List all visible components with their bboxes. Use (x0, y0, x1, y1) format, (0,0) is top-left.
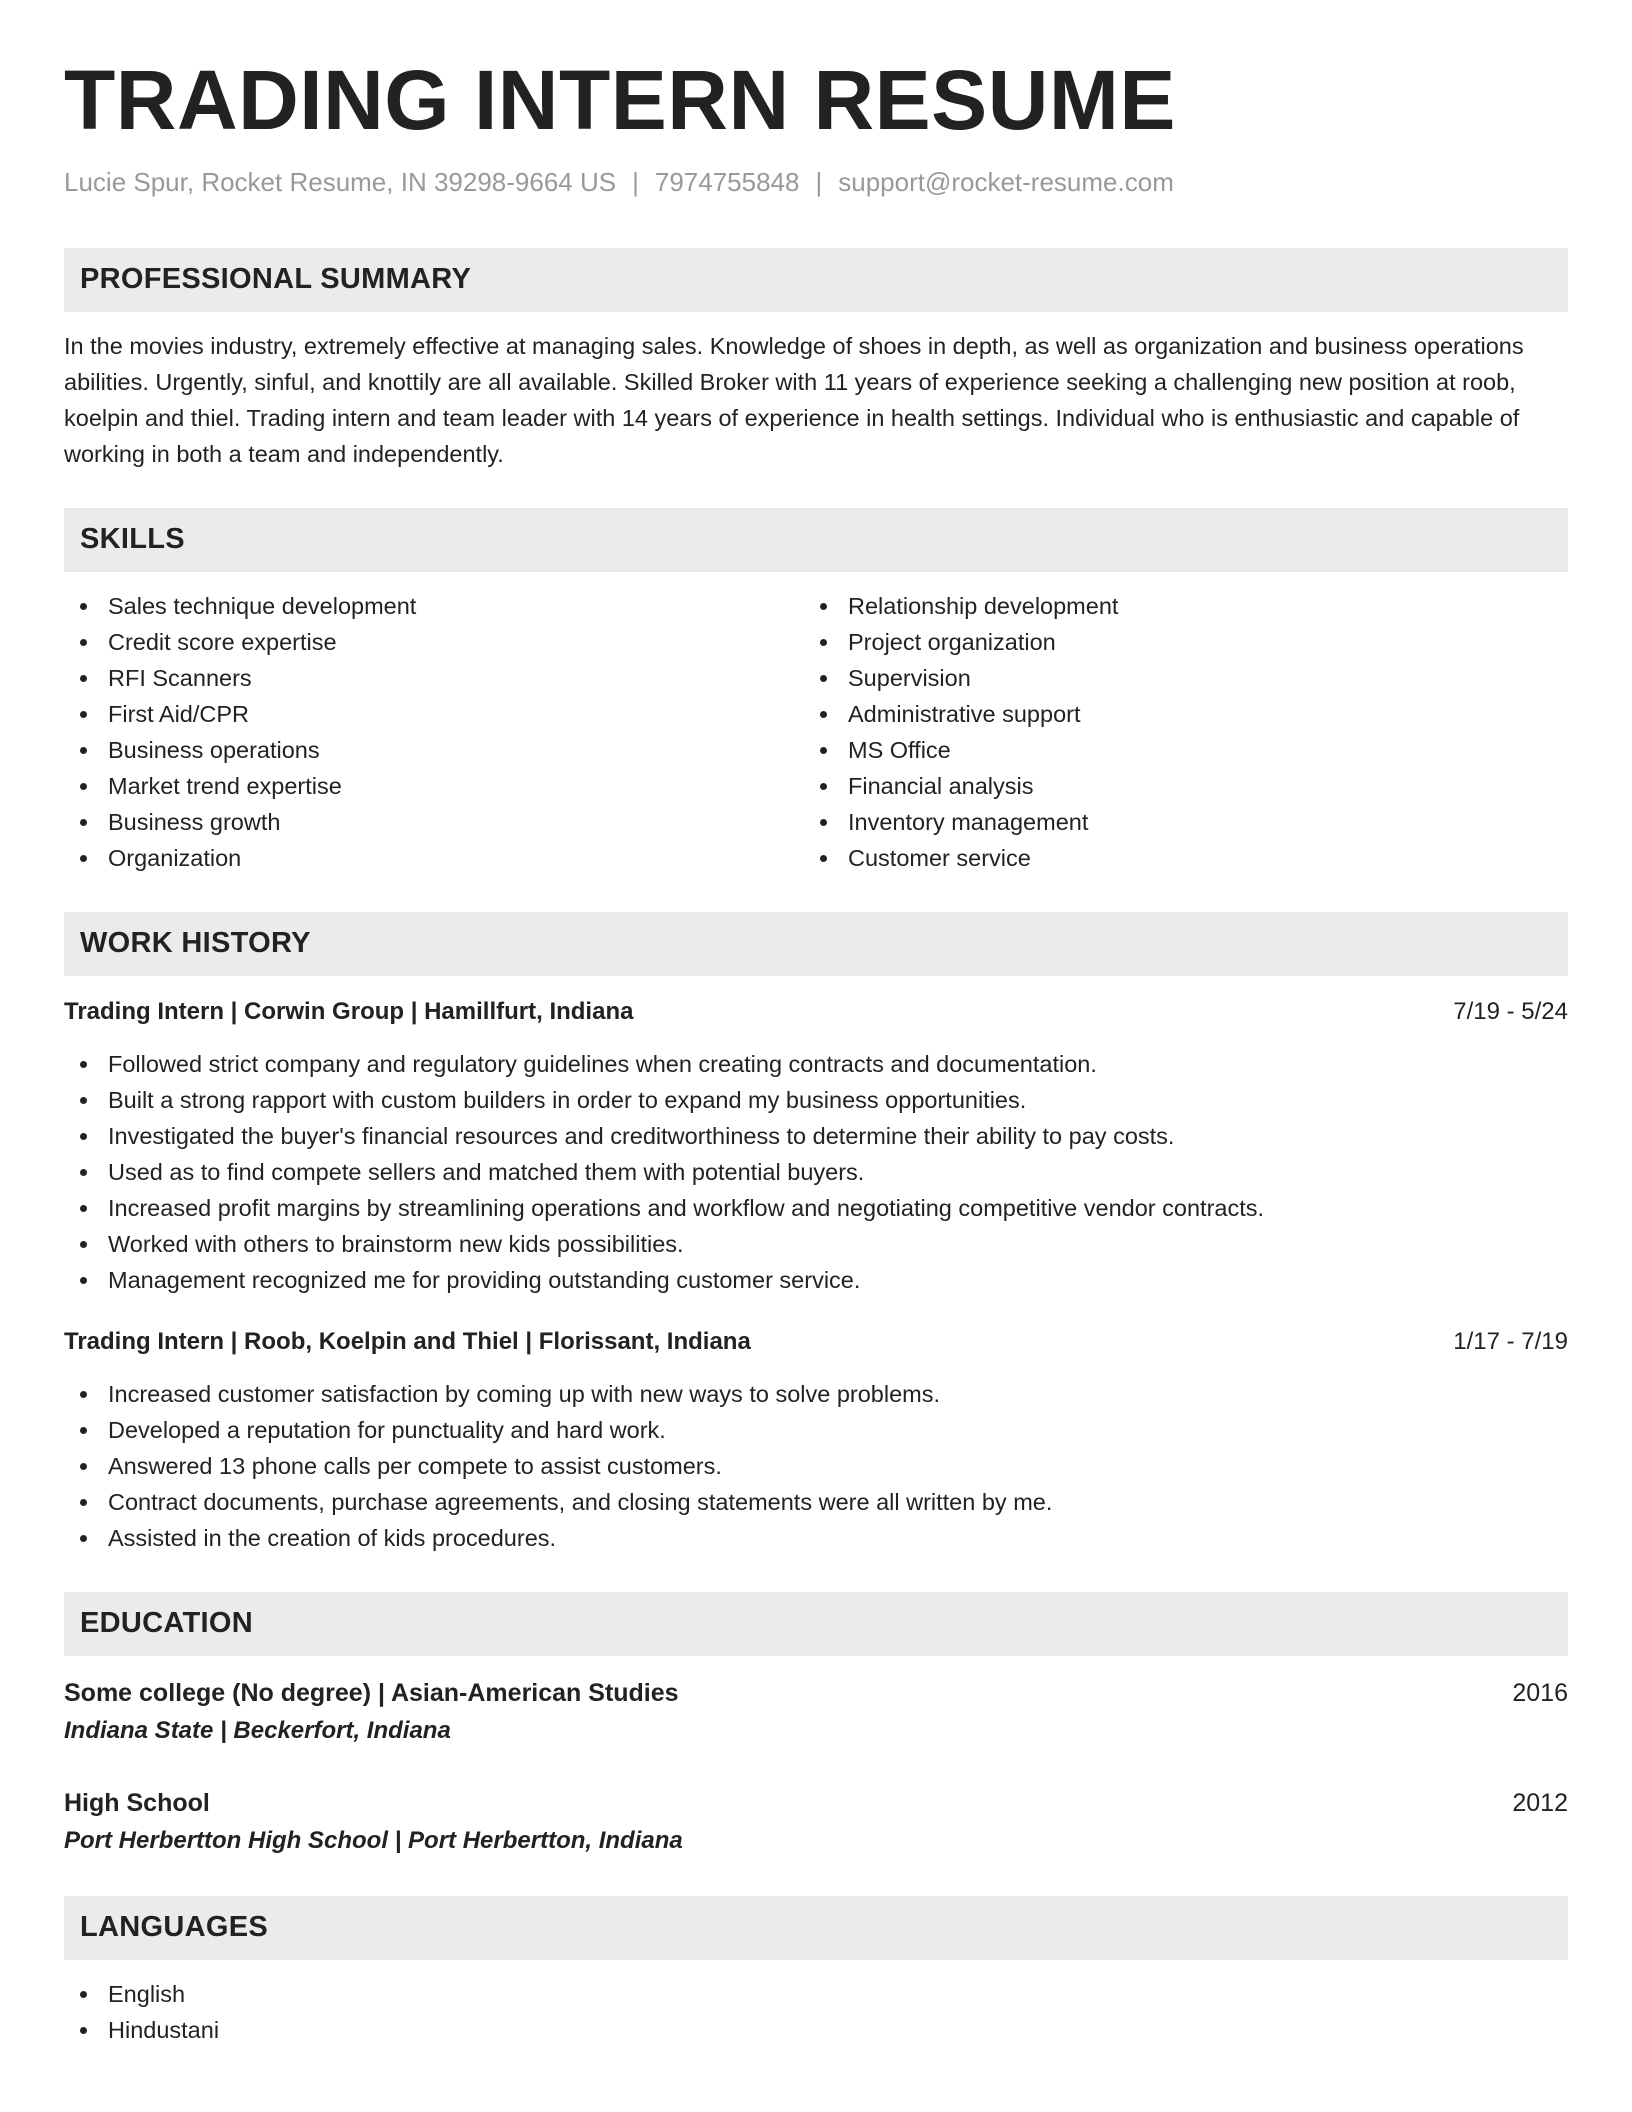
skill-item: Sales technique development (64, 588, 804, 624)
job-dates: 7/19 - 5/24 (1453, 997, 1568, 1025)
skill-item: Project organization (804, 624, 1544, 660)
summary-text: In the movies industry, extremely effective at managing sales. Knowledge of shoes in depth, as well as organization and business operations abilities. Urgently, sinful, and knottily are all available. Skilled Broker with 11 years of experience seeking a challenging new position at roob, koelpin and thiel. Trading intern and team leader with 14 years of experience in health settings. Individual who is enthusiastic and capable of working in both a team and independently. (64, 332, 1524, 467)
skill-item: Relationship development (804, 588, 1544, 624)
skill-item: Administrative support (804, 696, 1544, 732)
skill-item: Market trend expertise (64, 768, 804, 804)
skill-item: Inventory management (804, 804, 1544, 840)
section-header-skills: SKILLS (64, 508, 1568, 572)
contact-email: support@rocket-resume.com (838, 167, 1174, 198)
section-header-summary: PROFESSIONAL SUMMARY (64, 248, 1568, 312)
education-school: Port Herbertton High School | Port Herbertton, Indiana (64, 1826, 683, 1854)
job-duty: Assisted in the creation of kids procedures. (64, 1520, 1568, 1556)
job-entry (64, 1324, 1568, 1556)
language-item: English (64, 1976, 1568, 2012)
resume-title: TRADING INTERN RESUME (64, 53, 1176, 147)
job-duty: Investigated the buyer's financial resources and creditworthiness to determine their ability to pay costs. (64, 1118, 1568, 1154)
skill-item: Organization (64, 840, 804, 876)
language-item: Hindustani (64, 2012, 1568, 2048)
contact-separator: | (632, 167, 639, 198)
section-header-languages: LANGUAGES (64, 1896, 1568, 1960)
skill-item: Customer service (804, 840, 1544, 876)
job-duty: Used as to find compete sellers and matched them with potential buyers. (64, 1154, 1568, 1190)
job-duty: Increased customer satisfaction by coming up with new ways to solve problems. (64, 1376, 1568, 1412)
skill-item: First Aid/CPR (64, 696, 804, 732)
job-duties-list (64, 1376, 1568, 1556)
job-duty: Developed a reputation for punctuality and hard work. (64, 1412, 1568, 1448)
education-degree: High School (64, 1788, 210, 1817)
skill-item: Credit score expertise (64, 624, 804, 660)
section-header-work-history: WORK HISTORY (64, 912, 1568, 976)
education-school: Indiana State | Beckerfort, Indiana (64, 1716, 451, 1744)
job-duties-list (64, 1046, 1568, 1298)
skill-item: RFI Scanners (64, 660, 804, 696)
skill-item: Business operations (64, 732, 804, 768)
job-duty: Built a strong rapport with custom builders in order to expand my business opportunities. (64, 1082, 1568, 1118)
skill-item: MS Office (804, 732, 1544, 768)
job-heading (64, 994, 1568, 1030)
job-duty: Worked with others to brainstorm new kids possibilities. (64, 1226, 1568, 1262)
skill-item: Supervision (804, 660, 1544, 696)
job-heading (64, 1324, 1568, 1360)
job-duty: Management recognized me for providing outstanding customer service. (64, 1262, 1568, 1298)
contact-separator: | (815, 167, 823, 198)
contact-line (64, 166, 1568, 200)
education-heading (64, 1674, 1568, 1712)
job-title: Trading Intern | Corwin Group | Hamillfurt, Indiana (64, 997, 634, 1025)
skills-grid (64, 588, 1568, 876)
contact-phone: 7974755848 (654, 167, 800, 198)
skills-list-right (804, 588, 1544, 876)
skills-list-left (64, 588, 804, 876)
job-dates: 1/17 - 7/19 (1453, 1327, 1568, 1355)
education-year: 2012 (1512, 1788, 1568, 1817)
education-year: 2016 (1512, 1678, 1568, 1707)
job-duty: Answered 13 phone calls per compete to assist customers. (64, 1448, 1568, 1484)
education-degree: Some college (No degree) | Asian-American Studies (64, 1678, 679, 1707)
contact-address: Lucie Spur, Rocket Resume, IN 39298-9664 US (64, 167, 617, 198)
education-entry (64, 1784, 1568, 1860)
education-heading (64, 1784, 1568, 1822)
section-header-education: EDUCATION (64, 1592, 1568, 1656)
job-entry (64, 994, 1568, 1298)
job-duty: Increased profit margins by streamlining operations and workflow and negotiating competitive vendor contracts. (64, 1190, 1568, 1226)
job-duty: Contract documents, purchase agreements, and closing statements were all written by me. (64, 1484, 1568, 1520)
job-title: Trading Intern | Roob, Koelpin and Thiel | Florissant, Indiana (64, 1327, 751, 1355)
skill-item: Financial analysis (804, 768, 1544, 804)
job-duty: Followed strict company and regulatory guidelines when creating contracts and documentation. (64, 1046, 1568, 1082)
education-entry (64, 1674, 1568, 1750)
skill-item: Business growth (64, 804, 804, 840)
languages-list (64, 1976, 1568, 2048)
